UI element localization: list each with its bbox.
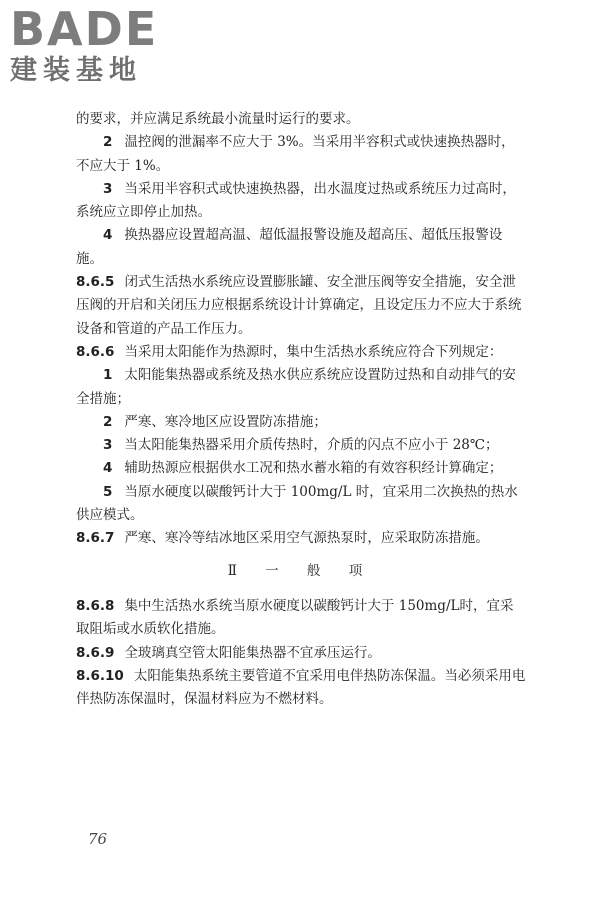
item-number: 2: [103, 134, 113, 151]
paragraph-continuation: [76, 108, 526, 131]
item-number: 4: [103, 227, 113, 244]
item-text: 严寒、寒冷地区应设置防冻措施；: [124, 413, 327, 430]
list-item: [76, 457, 526, 480]
item-text: 当采用半容积式或快速换热器，出水温度过热或系统压力过高时，系统应立即停止加热。: [76, 180, 516, 221]
document-body: [76, 108, 526, 711]
clause-text: 全玻璃真空管太阳能集热器不宜承压运行。: [124, 644, 381, 661]
item-number: 4: [103, 460, 113, 477]
clause-text: 当采用太阳能作为热源时，集中生活热水系统应符合下列规定：: [124, 343, 503, 360]
item-text: 温控阀的泄漏率不应大于 3%。当采用半容积式或快速换热器时，不应大于 1%。: [76, 134, 515, 174]
page-number: 76: [88, 830, 108, 848]
clause-number: 8.6.7: [76, 530, 115, 547]
section-heading: Ⅱ 一 般 项: [227, 562, 375, 579]
logo-subtitle-text: 建装基地: [10, 55, 142, 86]
clause-text: 太阳能集热系统主要管道不宜采用电伴热防冻保温。当必须采用电伴热防冻保温时，保温材料应为不燃材料。: [76, 667, 526, 708]
clause-paragraph: [76, 595, 526, 642]
list-item: [76, 224, 526, 271]
clause-text: 集中生活热水系统当原水硬度以碳酸钙计大于 150mg/L时，宜采取阻垢或水质软化措施。: [76, 597, 514, 638]
list-item: [76, 131, 526, 178]
clause-text: 严寒、寒冷等结冰地区采用空气源热泵时，应采取防冻措施。: [124, 530, 489, 547]
item-text: 当太阳能集热器采用介质传热时，介质的闪点不应小于 28℃；: [124, 437, 499, 454]
clause-paragraph: [76, 527, 526, 550]
item-text: 换热器应设置超高温、超低温报警设施及超高压、超低压报警设施。: [76, 227, 503, 267]
item-number: 1: [103, 367, 113, 384]
item-number: 3: [103, 180, 113, 197]
list-item: [76, 481, 526, 528]
item-number: 3: [103, 437, 113, 454]
clause-number: 8.6.10: [76, 667, 124, 684]
list-item: [76, 411, 526, 434]
item-text: 辅助热源应根据供水工况和热水蓄水箱的有效容积经计算确定；: [124, 460, 503, 477]
clause-paragraph: [76, 642, 526, 665]
list-item: [76, 434, 526, 457]
list-item: [76, 178, 526, 225]
item-number: 5: [103, 483, 113, 500]
clause-paragraph: [76, 341, 526, 364]
item-number: 2: [103, 413, 113, 430]
logo-brand-text: BADE: [10, 2, 159, 56]
item-text: 太阳能集热器或系统及热水供应系统应设置防过热和自动排气的安全措施；: [76, 367, 516, 407]
item-text: 当原水硬度以碳酸钙计大于 100mg/L 时，宜采用二次换热的热水供应模式。: [76, 483, 518, 524]
clause-number: 8.6.9: [76, 644, 115, 661]
site-logo: [10, 2, 180, 102]
clause-text: 闭式生活热水系统应设置膨胀罐、安全泄压阀等安全措施，安全泄压阀的开启和关闭压力应根据系统设计计算确定，且设定压力不应大于系统设备和管道的产品工作压力。: [76, 274, 522, 337]
clause-number: 8.6.5: [76, 274, 115, 291]
clause-paragraph: [76, 271, 526, 341]
clause-paragraph: [76, 665, 526, 712]
paragraph-text: 的要求，并应满足系统最小流量时运行的要求。: [76, 111, 360, 127]
clause-number: 8.6.8: [76, 597, 115, 614]
list-item: [76, 364, 526, 411]
clause-number: 8.6.6: [76, 343, 115, 360]
